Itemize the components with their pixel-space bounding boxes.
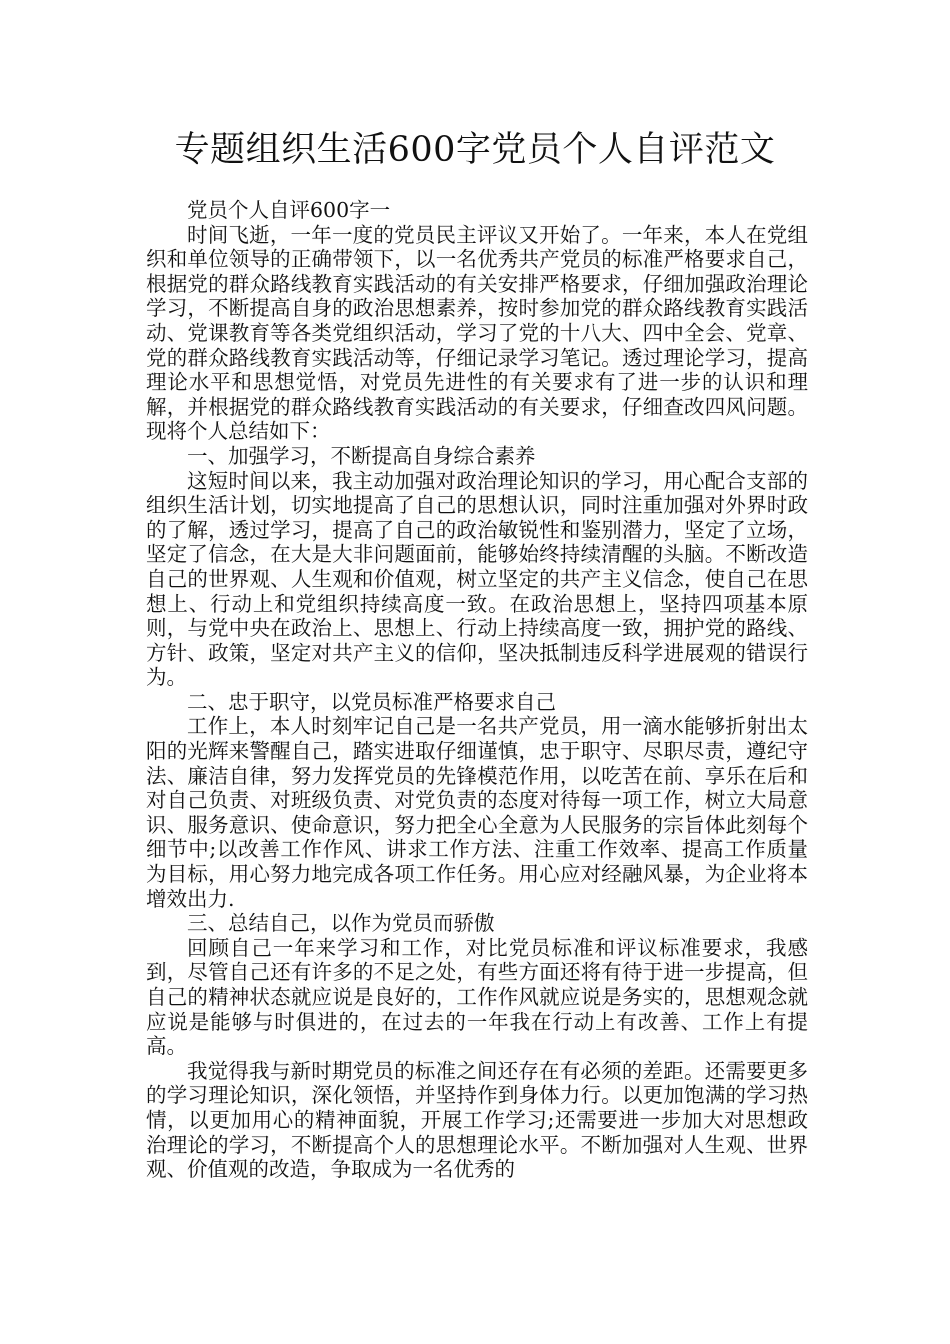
section-heading: 党员个人自评600字一 (187, 198, 391, 222)
section-heading: 一、加强学习，不断提高自身综合素养 (187, 443, 536, 468)
paragraph: 我觉得我与新时期党员的标准之间还存在有必须的差距。还需要更多的学习理论知识，深化领悟，并坚持作到身体力行。以更加饱满的学习热情，以更加用心的精神面貌，开展工作学习;还需要进一步加大对思想政治理论的学习，不断提高个人的思想理论水平。不断加强对人生观、世界观、价值观的改造，争取成为一名优秀的 (146, 1058, 808, 1182)
section-heading: 三、总结自己，以作为党员而骄傲 (187, 911, 495, 936)
document-body (146, 198, 808, 1182)
paragraph: 回顾自己一年来学习和工作，对比党员标准和评议标准要求，我感到，尽管自己还有许多的不足之处，有些方面还将有待于进一步提高，但自己的精神状态就应说是良好的，工作作风就应说是务实的，思想观念就应说是能够与时俱进的，在过去的一年我在行动上有改善、工作上有提高。 (146, 935, 808, 1059)
paragraph: 这短时间以来，我主动加强对政治理论知识的学习，用心配合支部的组织生活计划，切实地提高了自己的思想认识，同时注重加强对外界时政的了解，透过学习，提高了自己的政治敏锐性和鉴别潜力，坚定了立场，坚定了信念，在大是大非问题面前，能够始终持续清醒的头脑。不断改造自己的世界观、人生观和价值观，树立坚定的共产主义信念，使自己在思想上、行动上和党组织持续高度一致。在政治思想上，坚持四项基本原则，与党中央在政治上、思想上、行动上持续高度一致，拥护党的路线、方针、政策，坚定对共产主义的信仰，坚决抵制违反科学进展观的错误行为。 (146, 468, 808, 690)
document-title: 专题组织生活600字党员个人自评范文 (174, 130, 776, 170)
section-heading: 二、忠于职守，以党员标准严格要求自己 (187, 689, 556, 714)
paragraph: 工作上，本人时刻牢记自己是一名共产党员，用一滴水能够折射出太阳的光辉来警醒自己，踏实进取仔细谨慎，忠于职守、尽职尽责，遵纪守法、廉洁自律，努力发挥党员的先锋模范作用，以吃苦在前、享乐在后和对自己负责、对班级负责、对党负责的态度对待每一项工作，树立大局意识、服务意识、使命意识，努力把全心全意为人民服务的宗旨体此刻每个细节中;以改善工作作风、讲求工作方法、注重工作效率、提高工作质量为目标，用心努力地完成各项工作任务。用心应对经融风暴，为企业将本增效出力. (146, 714, 808, 911)
paragraph: 时间飞逝，一年一度的党员民主评议又开始了。一年来，本人在党组织和单位领导的正确带领下，以一名优秀共产党员的标准严格要求自己，根据党的群众路线教育实践活动的有关安排严格要求，仔细加强政治理论学习，不断提高自身的政治思想素养，按时参加党的群众路线教育实践活动、党课教育等各类党组织活动，学习了党的十八大、四中全会、党章、党的群众路线教育实践活动等，仔细记录学习笔记。透过理论学习，提高理论水平和思想觉悟，对党员先进性的有关要求有了进一步的认识和理解，并根据党的群众路线教育实践活动的有关要求，仔细查改四风问题。现将个人总结如下： (146, 222, 808, 444)
